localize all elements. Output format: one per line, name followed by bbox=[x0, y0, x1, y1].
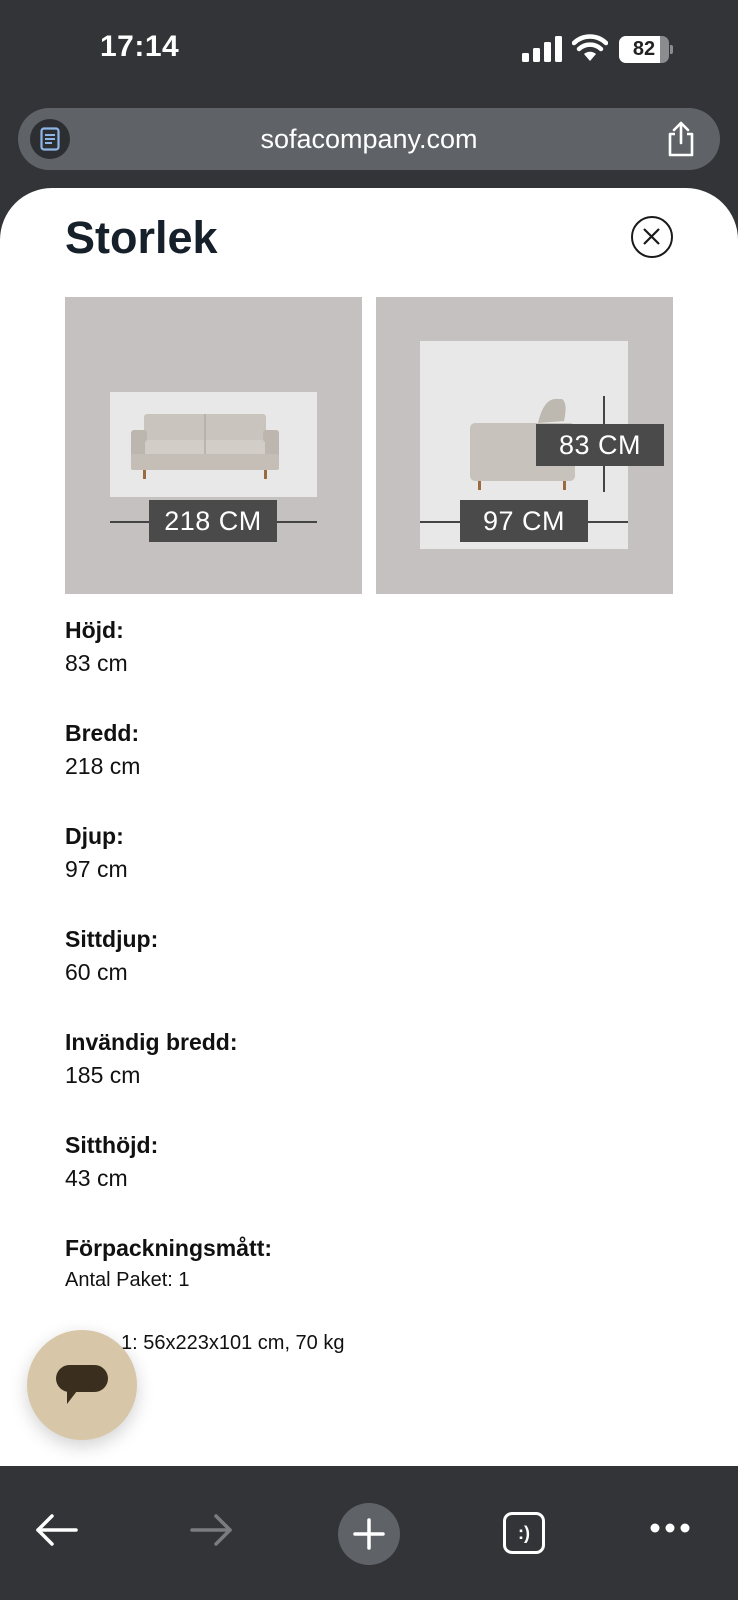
forward-arrow-icon bbox=[190, 1512, 234, 1548]
size-sheet bbox=[0, 188, 738, 1466]
sofa-front-illustration bbox=[110, 392, 317, 497]
sofa-front-photo bbox=[110, 392, 317, 497]
package-count: Antal Paket: 1 bbox=[65, 1269, 190, 1291]
spec-list bbox=[65, 614, 685, 1335]
close-button[interactable] bbox=[631, 216, 673, 258]
spec-value: 60 cm bbox=[65, 959, 128, 985]
spec-value: 185 cm bbox=[65, 1062, 141, 1088]
close-icon bbox=[633, 218, 670, 255]
height-dimension-label: 83 CM bbox=[536, 424, 664, 466]
new-tab-button[interactable] bbox=[338, 1503, 400, 1565]
spec-value: 218 cm bbox=[65, 753, 141, 779]
spec-value: 83 cm bbox=[65, 650, 128, 676]
package-dimensions: 1: 56x223x101 cm, 70 kg bbox=[121, 1332, 345, 1354]
spec-label: Höjd: bbox=[65, 617, 124, 643]
spec-label: Förpackningsmått: bbox=[65, 1235, 273, 1261]
share-icon[interactable] bbox=[664, 121, 698, 157]
sofa-front-image[interactable] bbox=[65, 297, 362, 594]
browser-toolbar bbox=[0, 1466, 738, 1600]
sofa-side-image[interactable] bbox=[376, 297, 673, 594]
spec-forpackningsmatt bbox=[65, 1232, 685, 1335]
wifi-icon bbox=[572, 34, 608, 62]
spec-value: 43 cm bbox=[65, 1165, 128, 1191]
spec-value: 97 cm bbox=[65, 856, 128, 882]
spec-label: Invändig bredd: bbox=[65, 1029, 238, 1055]
depth-dimension-label: 97 CM bbox=[460, 500, 588, 542]
spec-sittdjup bbox=[65, 923, 685, 1026]
spec-hojd bbox=[65, 614, 685, 717]
spec-label: Sittdjup: bbox=[65, 926, 159, 952]
spec-djup bbox=[65, 820, 685, 923]
sheet-title: Storlek bbox=[65, 212, 218, 263]
width-dimension-label: 218 CM bbox=[149, 500, 277, 542]
spec-label: Sitthöjd: bbox=[65, 1132, 159, 1158]
plus-icon bbox=[353, 1518, 385, 1550]
spec-label: Bredd: bbox=[65, 720, 140, 746]
more-dots-icon bbox=[649, 1522, 691, 1534]
chat-bubble-icon bbox=[55, 1364, 109, 1406]
status-bar bbox=[0, 0, 738, 100]
tabs-label: :) bbox=[518, 1522, 530, 1543]
page-menu-icon bbox=[40, 127, 60, 151]
back-arrow-icon bbox=[34, 1512, 78, 1548]
spec-invandig-bredd bbox=[65, 1026, 685, 1129]
status-time: 17:14 bbox=[100, 30, 180, 63]
spec-bredd bbox=[65, 717, 685, 820]
url-bar[interactable] bbox=[18, 108, 720, 170]
forward-button[interactable] bbox=[186, 1506, 238, 1554]
spec-label: Djup: bbox=[65, 823, 124, 849]
spec-sitthojd bbox=[65, 1129, 685, 1232]
tabs-button[interactable] bbox=[503, 1512, 545, 1554]
back-button[interactable] bbox=[30, 1506, 82, 1554]
more-menu-button[interactable] bbox=[648, 1518, 692, 1538]
battery-icon bbox=[619, 36, 673, 63]
cellular-signal-icon bbox=[522, 36, 562, 62]
reader-mode-button[interactable] bbox=[30, 119, 70, 159]
chat-button[interactable] bbox=[27, 1330, 137, 1440]
url-text[interactable]: sofacompany.com bbox=[260, 124, 478, 154]
battery-level: 82 bbox=[632, 38, 656, 60]
